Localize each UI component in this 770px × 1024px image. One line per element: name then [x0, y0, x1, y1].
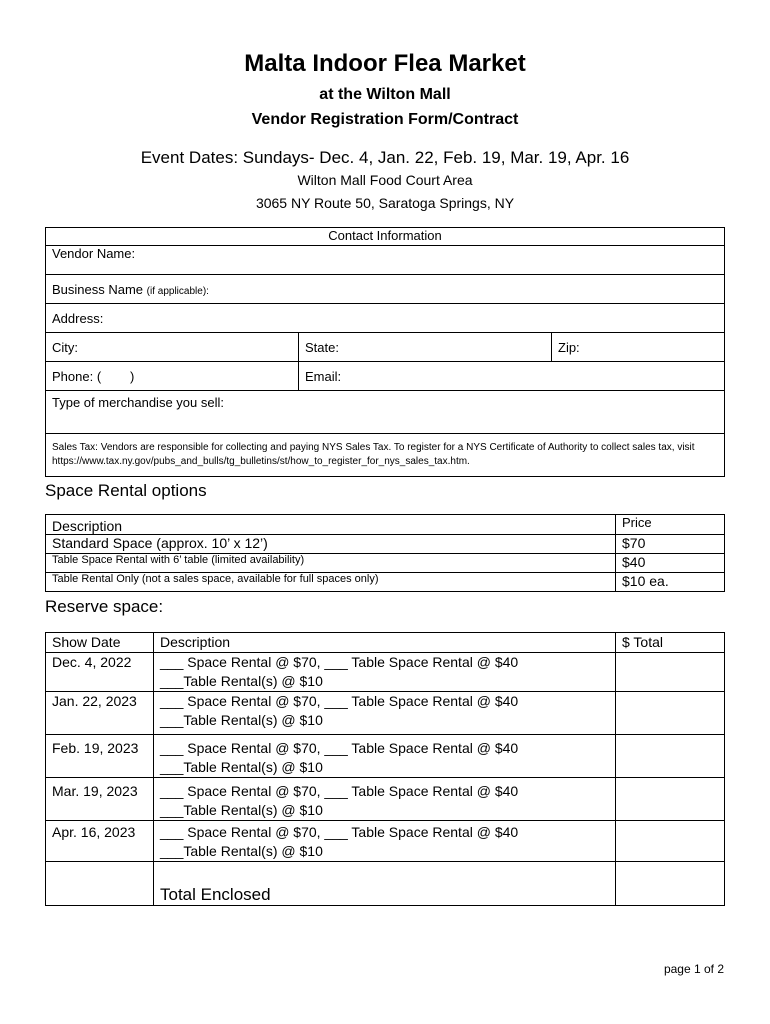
reserve-table — [45, 632, 725, 906]
email-field[interactable] — [299, 362, 725, 391]
reserve-line-2: ___Table Rental(s) @ $10 — [160, 759, 323, 775]
total-enclosed-field[interactable] — [616, 862, 725, 906]
reserve-line-1: ___ Space Rental @ $70, ___ Table Space Rental @ $40 — [160, 693, 519, 709]
contact-heading: Contact Information — [46, 228, 725, 246]
reserve-date: Jan. 22, 2023 — [46, 692, 154, 735]
zip-label: Zip: — [558, 339, 580, 355]
reserve-col-total: $ Total — [616, 633, 725, 653]
reserve-description[interactable] — [154, 692, 616, 735]
subtitle-venue: at the Wilton Mall — [319, 86, 451, 103]
rental-row-description: Table Space Rental with 6’ table (limited availability) — [46, 554, 616, 573]
rental-heading: Space Rental options — [45, 481, 207, 500]
reserve-date: Feb. 19, 2023 — [46, 735, 154, 778]
rental-row-price: $70 — [616, 535, 725, 554]
state-label: State: — [305, 339, 339, 355]
form-title: Malta Indoor Flea Market — [244, 50, 526, 77]
phone-label: Phone: ( ) — [52, 368, 135, 384]
reserve-total-field[interactable] — [616, 692, 725, 735]
city-label: City: — [52, 339, 78, 355]
reserve-total-field[interactable] — [616, 735, 725, 778]
rental-col-price: Price — [616, 515, 725, 535]
email-label: Email: — [305, 368, 342, 384]
reserve-total-field[interactable] — [616, 821, 725, 862]
event-dates: Event Dates: Sundays- Dec. 4, Jan. 22, Feb. 19, Mar. 19, Apr. 16 — [140, 148, 630, 167]
total-blank-cell — [46, 862, 154, 906]
sales-tax-note: Sales Tax: Vendors are responsible for collecting and paying NYS Sales Tax. To register for a NYS Certificate of Authority to collect sales tax, visit https://www.tax.ny.gov/pubs_and_bulls/tg_bulletins/st/how_to_register_for_nys_sales_tax.htm. — [46, 434, 725, 477]
reserve-line-2: ___Table Rental(s) @ $10 — [160, 843, 323, 859]
rental-row-description: Table Rental Only (not a sales space, available for full spaces only) — [46, 573, 616, 592]
business-name-field[interactable] — [46, 275, 725, 304]
merchandise-label: Type of merchandise you sell: — [52, 395, 224, 410]
reserve-line-1: ___ Space Rental @ $70, ___ Table Space Rental @ $40 — [160, 740, 519, 756]
rental-row-description: Standard Space (approx. 10’ x 12’) — [46, 535, 616, 554]
reserve-heading: Reserve space: — [45, 597, 164, 616]
reserve-line-2: ___Table Rental(s) @ $10 — [160, 712, 323, 728]
business-name-note: (if applicable): — [146, 285, 209, 297]
reserve-total-field[interactable] — [616, 778, 725, 821]
vendor-name-label: Vendor Name: — [52, 246, 136, 261]
total-enclosed-label: Total Enclosed — [154, 862, 616, 906]
reserve-description[interactable] — [154, 653, 616, 692]
business-name-label: Business Name — [52, 281, 144, 297]
reserve-line-1: ___ Space Rental @ $70, ___ Table Space Rental @ $40 — [160, 783, 519, 799]
reserve-description[interactable] — [154, 821, 616, 862]
subtitle-form: Vendor Registration Form/Contract — [251, 111, 519, 128]
event-address: 3065 NY Route 50, Saratoga Springs, NY — [255, 195, 515, 211]
reserve-col-date: Show Date — [46, 633, 154, 653]
page-number: page 1 of 2 — [663, 962, 724, 976]
rental-row-price: $40 — [616, 554, 725, 573]
rental-row-price: $10 ea. — [616, 573, 725, 592]
rental-col-description: Description — [46, 515, 616, 535]
reserve-col-description: Description — [154, 633, 616, 653]
city-field[interactable] — [46, 333, 299, 362]
reserve-total-field[interactable] — [616, 653, 725, 692]
reserve-line-1: ___ Space Rental @ $70, ___ Table Space Rental @ $40 — [160, 824, 519, 840]
reserve-line-2: ___Table Rental(s) @ $10 — [160, 802, 323, 818]
reserve-description[interactable] — [154, 778, 616, 821]
reserve-date: Mar. 19, 2023 — [46, 778, 154, 821]
address-label: Address: — [52, 310, 104, 326]
address-field[interactable] — [46, 304, 725, 333]
event-location: Wilton Mall Food Court Area — [297, 172, 473, 188]
reserve-line-1: ___ Space Rental @ $70, ___ Table Space Rental @ $40 — [160, 654, 519, 670]
zip-field[interactable] — [552, 333, 725, 362]
state-field[interactable] — [299, 333, 552, 362]
reserve-date: Dec. 4, 2022 — [46, 653, 154, 692]
vendor-name-field[interactable] — [46, 246, 725, 275]
reserve-line-2: ___Table Rental(s) @ $10 — [160, 673, 323, 689]
phone-field[interactable] — [46, 362, 299, 391]
rental-table — [45, 514, 725, 592]
reserve-description[interactable] — [154, 735, 616, 778]
merchandise-field[interactable] — [46, 391, 725, 434]
reserve-date: Apr. 16, 2023 — [46, 821, 154, 862]
contact-table — [45, 227, 725, 477]
